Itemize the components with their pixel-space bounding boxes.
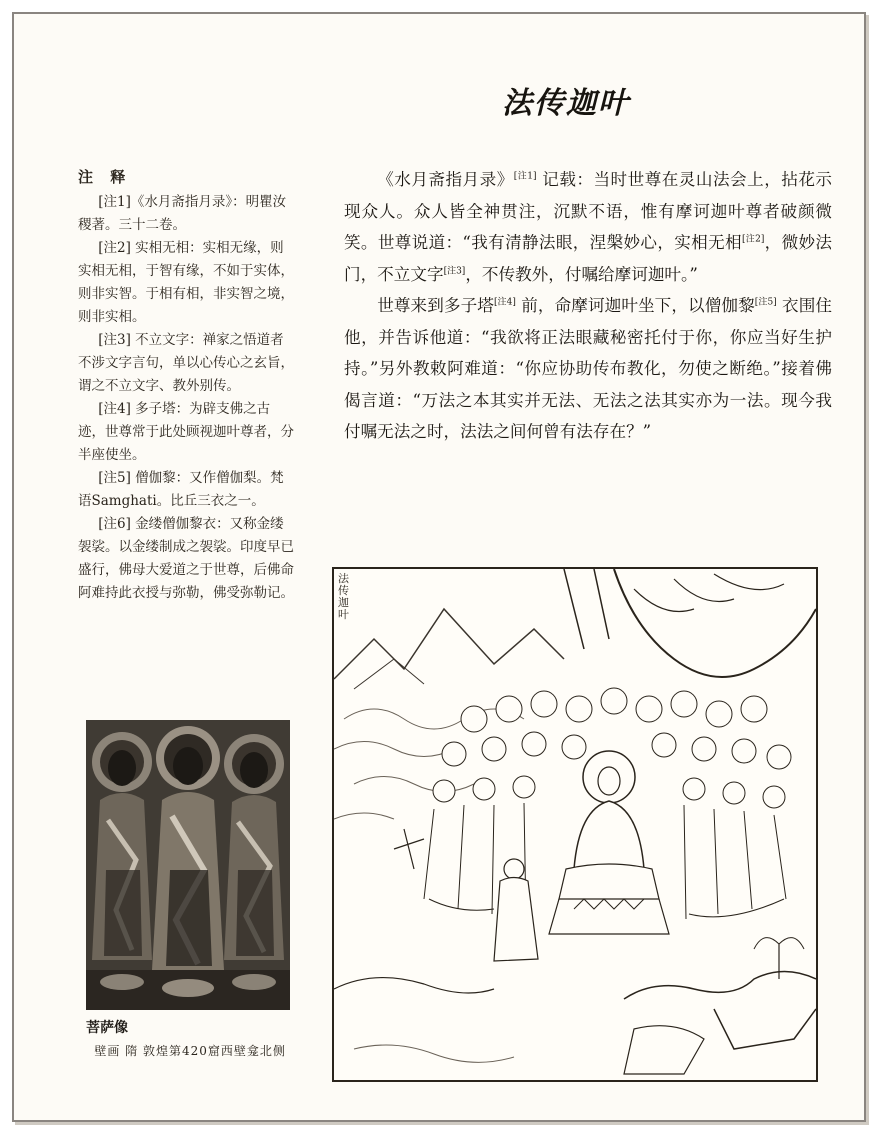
text-run: ，不传教外，付嘱给摩诃迦叶。” (465, 264, 698, 284)
text-run: ，微妙法门，不立文字 (344, 233, 833, 284)
main-text (344, 164, 832, 448)
footnote-ref-3: [注3] (443, 265, 466, 276)
illustration-label: 法传迦叶 (338, 572, 349, 621)
notes-column (78, 166, 296, 605)
book-page (12, 12, 866, 1122)
footnote-ref-2: [注2] (741, 234, 765, 245)
note-item: [注5] 僧伽黎：又作僧伽梨。梵语Samghati。比丘三衣之一。 (78, 470, 284, 509)
illustration-drawing (334, 569, 816, 1080)
page-title: 法传迦叶 (502, 86, 630, 121)
mural-credit: 壁画 隋 敦煌第420窟西壁龛北侧 (94, 1044, 286, 1058)
paragraph-2 (344, 290, 832, 448)
text-run: 《水月斋指月录》 (377, 170, 514, 189)
dharma-transmission-illustration (332, 567, 818, 1082)
notes-heading: 注 释 (78, 168, 132, 186)
footnote-ref-4: [注4] (493, 297, 516, 308)
note-item: [注6] 金缕僧伽黎衣：又称金缕袈裟。以金缕制成之袈裟。印度早已盛行，佛母大爱道之于世尊，后佛命阿难持此衣授与弥勒，佛受弥勒记。 (78, 516, 294, 601)
footnote-ref-1: [注1] (513, 171, 537, 182)
note-item: [注2] 实相无相：实相无缘，则实相无相，于智有缘，不如于实体，则非实智。于相有相，非实智之境，则非实相。 (78, 240, 294, 325)
mural-caption: 菩萨像 (86, 1020, 128, 1036)
text-run: 记载：当时世尊在灵山法会上，拈花示现众人。众人皆全神贯注，沉默不语，惟有摩诃迦叶尊者破颜微笑。世尊说道：“我有清静法眼，涅槃妙心，实相无相 (344, 170, 833, 252)
mural-drawing (86, 720, 290, 1010)
note-item: [注4] 多子塔：为辟支佛之古迹，世尊常于此处顾视迦叶尊者，分半座使坐。 (78, 401, 294, 463)
footnote-ref-5: [注5] (754, 297, 777, 308)
paragraph-1 (344, 164, 832, 290)
text-run: 衣围住他，并告诉他道：“我欲将正法眼藏秘密托付于你，你应当好生护持。”另外教敕阿难道：“你应协助传布教化，勿使之断绝。”接着佛偈言道：“万法之本其实并无法、无法之法其实亦为一法。现今我付嘱无法之时，法法之间何曾有法存在？” (344, 296, 833, 441)
note-item: [注3] 不立文字：禅家之悟道者不涉文字言句，单以心传心之玄旨，谓之不立文字、教外别传。 (78, 332, 294, 394)
text-run: 前，命摩诃迦叶坐下，以僧伽黎 (515, 296, 755, 315)
note-item: [注1]《水月斋指月录》：明瞿汝稷著。三十二卷。 (78, 194, 287, 233)
text-run: 世尊来到多子塔 (377, 296, 494, 315)
bodhisattva-mural-image (86, 720, 290, 1010)
